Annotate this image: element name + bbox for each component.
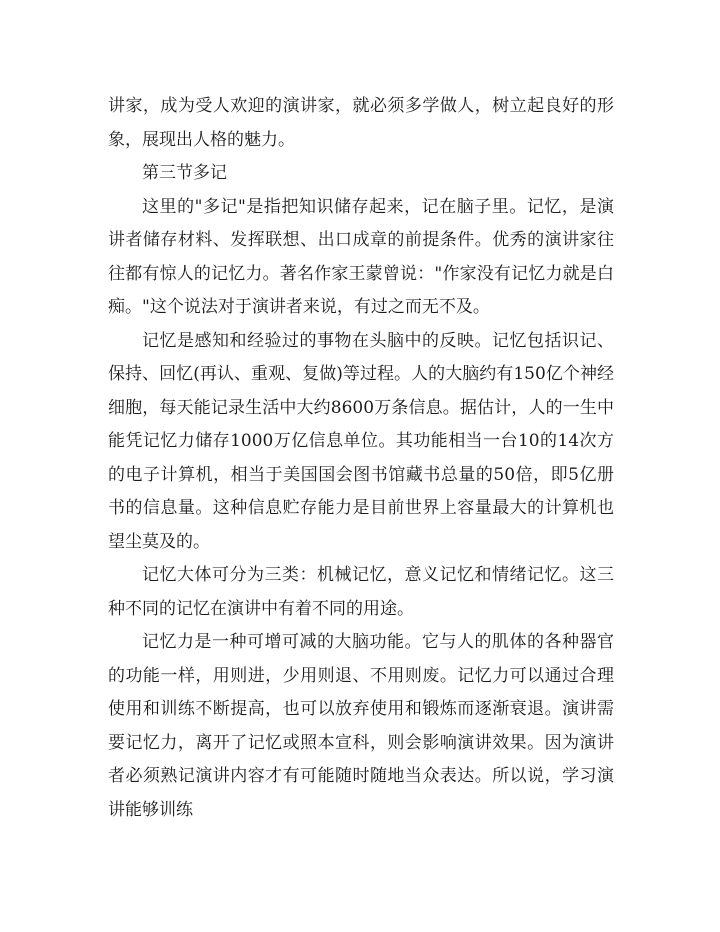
section-heading: 第三节多记 [142, 163, 227, 183]
paragraph: 记忆力是一种可增可减的大脑功能。它与人的肌体的各种器官的功能一样，用则进，少用则退、不用则废。记忆力可以通过合理使用和训练不断提高，也可以放弃使用和锻炼而逐渐衰退。演讲需要记忆力，离开了记忆或照本宣科，则会影响演讲效果。因为演讲者必须熟记演讲内容才有可能随时随地当众表达。所以说，学习演讲能够训练 [108, 632, 614, 820]
paragraph: 这里的"多记"是指把知识储存起来，记在脑子里。记忆，是演讲者储存材料、发挥联想、出口成章的前提条件。优秀的演讲家往往都有惊人的记忆力。著名作家王蒙曾说："作家没有记忆力就是白痴。"这个说法对于演讲者来说，有过之而无不及。 [108, 196, 614, 317]
paragraph: 记忆大体可分为三类：机械记忆，意义记忆和情绪记忆。这三种不同的记忆在演讲中有着不同的用途。 [108, 565, 614, 619]
paragraph-continuation: 讲家，成为受人欢迎的演讲家，就必须多学做人，树立起良好的形象，展现出人格的魅力。 [108, 96, 614, 150]
paragraph: 记忆是感知和经验过的事物在头脑中的反映。记忆包括识记、保持、回忆(再认、重观、复做)等过程。人的大脑约有150亿个神经细胞，每天能记录生活中大约8600万条信息。据估计，人的一生中能凭记忆力储存1000万亿信息单位。其功能相当一台10的14次方的电子计算机，相当于美国国会图书馆藏书总量的50倍，即5亿册书的信息量。这种信息贮存能力是目前世界上容量最大的计算机也望尘莫及的。 [108, 330, 614, 552]
document-body [108, 90, 614, 827]
